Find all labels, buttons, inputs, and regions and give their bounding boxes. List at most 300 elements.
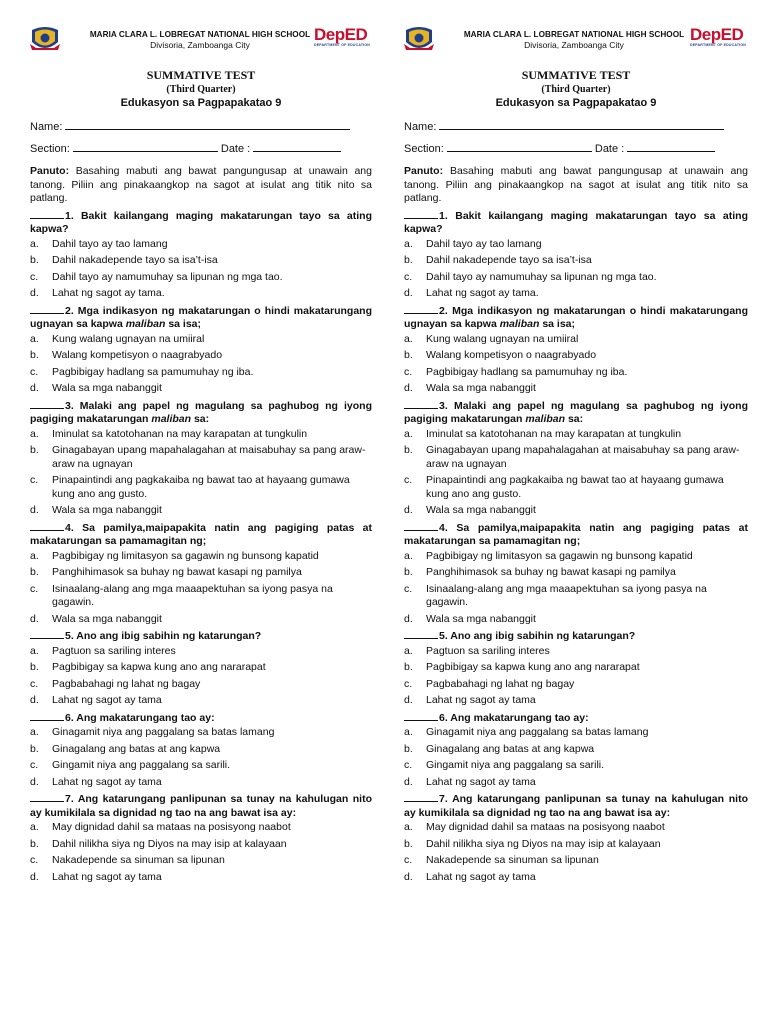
answer-option [404,382,748,396]
question-text: Sa pamilya,maipapakita natin ang pagiging patas at makatarungan sa pamamagitan ng; [30,521,372,547]
answer-blank[interactable] [30,711,64,721]
question-text-emphasis: maliban [125,318,166,330]
option-letter: c. [404,270,413,283]
answer-option [404,254,748,268]
answer-option [404,474,748,501]
option-letter: c. [30,474,39,486]
answer-option [404,821,748,835]
option-text: Pagbibigay sa kapwa kung ano ang nararapat [426,661,640,673]
answer-option [30,726,372,740]
answer-option [404,759,748,773]
test-title: SUMMATIVE TEST [146,68,256,82]
option-letter: a. [404,427,413,440]
answer-option [30,743,372,757]
option-letter: b. [404,444,413,456]
option-list [404,550,748,627]
test-subject: Edukasyon sa Pagpapakatao 9 [120,97,282,109]
option-letter: b. [404,742,413,755]
option-letter: a. [404,821,413,833]
option-letter: c. [30,854,39,866]
option-letter: b. [30,566,39,578]
option-text: Gingamit niya ang paggalang sa sarili. [426,759,605,771]
answer-option [404,504,748,518]
answer-option [30,444,372,471]
option-letter: a. [30,644,39,657]
option-list [404,428,748,518]
question-text-end: sa isa; [165,318,202,330]
test-copy-right [404,20,748,887]
school-header [30,20,372,56]
question-number: 7. [65,793,74,805]
option-letter: c. [30,582,39,595]
question-text-end: sa: [565,413,584,425]
option-text: Lahat ng sagot ay tama [52,775,162,788]
name-field[interactable] [65,119,350,130]
option-text: Dahil tayo ay tao lamang [426,237,542,250]
answer-option [30,838,372,852]
option-text: Dahil nilikha siya ng Diyos na may isip at kalayaan [52,837,287,850]
answer-blank[interactable] [404,629,438,639]
option-letter: d. [404,504,413,516]
option-letter: b. [30,837,39,850]
question-number: 1. [65,209,74,222]
option-text: Gingamit niya ang paggalang sa sarili. [52,759,231,771]
question-text: Ang katarungang panlipunan sa tunay na kahulugan nito ay kumikilala sa dignidad ng tao na ang bawat isa ay: [30,793,372,819]
instructions-label: Panuto: [30,165,70,177]
answer-option [30,566,372,580]
question-number: 5. [65,630,74,642]
option-letter: b. [30,349,39,361]
option-text: Iminulat sa katotohanan na may karapatan at tungkulin [426,427,682,440]
option-text: Pagbibigay ng limitasyon sa gagawin ng bunsong kapatid [426,549,693,562]
section-label: Section: [404,143,444,155]
answer-option [30,238,372,252]
date-field[interactable] [253,141,341,152]
answer-option [30,349,372,363]
instructions [30,165,372,206]
option-text: Lahat ng sagot ay tama [426,870,536,883]
instructions-text: Basahing mabuti ang bawat pangungusap at unawain ang tanong. Piliin ang pinakaangkop na sagot at isulat ang titik nito sa patlang. [404,165,748,204]
answer-option [30,854,372,868]
answer-option [30,678,372,692]
option-text: May dignidad dahil sa mataas na posisyong naabot [426,821,665,833]
option-letter: c. [404,582,413,595]
option-letter: a. [30,427,39,440]
option-letter: c. [404,677,413,690]
option-text: Panghihimasok sa buhay ng bawat kasapi ng pamilya [426,566,676,578]
option-text: Pagbabahagi ng lahat ng bagay [426,677,575,690]
option-letter: a. [404,237,413,250]
option-text: Isinaalang-alang ang mga maaapektuhan sa iyong pasya na gagawin. [426,582,707,608]
option-text: Dahil tayo ay namumuhay sa lipunan ng mga tao. [426,270,657,283]
question-1 [30,209,372,301]
answer-option [404,743,748,757]
option-text: Pagbibigay sa kapwa kung ano ang nararapat [52,661,266,673]
question-stem [404,521,748,549]
answer-option [30,694,372,708]
option-letter: a. [30,726,39,738]
question-6 [404,711,748,790]
option-letter: c. [404,365,413,378]
answer-option [30,776,372,790]
question-text-emphasis: maliban [499,318,540,330]
answer-option [404,271,748,285]
question-text: Malaki ang papel ng magulang sa paghubog ng iyong pagiging makatarungan [404,399,748,425]
answer-blank[interactable] [30,304,64,314]
answer-option [30,821,372,835]
date-label: Date : [220,143,251,155]
question-3 [30,399,372,518]
deped-logo-subtitle: DEPARTMENT OF EDUCATION [690,43,746,47]
answer-option [30,504,372,518]
option-letter: c. [30,677,39,690]
answer-option [30,645,372,659]
option-letter: a. [30,237,39,250]
section-field[interactable] [447,141,592,152]
option-text: Ginagabayan upang mapahalagahan at maisabuhay sa pang araw-araw na ugnayan [426,444,740,470]
answer-blank[interactable] [404,304,438,314]
question-3 [404,399,748,518]
section-date-row [404,141,748,155]
option-list [404,333,748,396]
option-list [30,550,372,627]
option-text: Nakadepende sa sinuman sa lipunan [426,854,599,866]
question-stem [404,399,748,427]
option-text: Nakadepende sa sinuman sa lipunan [52,854,225,866]
test-quarter: (Third Quarter) [541,84,611,95]
question-text: Ang katarungang panlipunan sa tunay na kahulugan nito ay kumikilala sa dignidad ng tao na ang bawat isa ay: [404,793,748,819]
option-text: Wala sa mga nabanggit [52,382,162,394]
option-text: Wala sa mga nabanggit [52,612,162,625]
answer-blank[interactable] [30,521,64,531]
option-list [404,726,748,789]
answer-option [30,871,372,885]
answer-option [404,287,748,301]
option-list [30,726,372,789]
answer-option [30,366,372,380]
question-text: Ano ang ibig sabihin ng katarungan? [73,630,262,642]
option-letter: d. [404,775,413,788]
question-text-emphasis: maliban [151,413,192,425]
option-letter: c. [404,474,413,486]
name-row [404,119,748,133]
option-list [30,333,372,396]
option-list [404,821,748,884]
answer-option [404,566,748,580]
section-label: Section: [30,143,70,155]
option-text: Panghihimasok sa buhay ng bawat kasapi ng pamilya [52,566,302,578]
option-letter: b. [404,254,413,266]
test-title: SUMMATIVE TEST [521,68,631,82]
question-1 [404,209,748,301]
option-text: Pagbibigay hadlang sa pamumuhay ng iba. [426,365,628,378]
question-4 [30,521,372,627]
option-letter: b. [30,742,39,755]
option-letter: c. [30,759,39,771]
answer-blank[interactable] [404,521,438,531]
answer-option [30,613,372,627]
option-letter: b. [30,254,39,266]
question-number: 6. [65,711,74,724]
answer-option [30,333,372,347]
option-letter: d. [404,870,413,883]
question-text: Ang makatarungang tao ay: [447,711,589,724]
option-letter: a. [30,821,39,833]
answer-option [30,550,372,564]
deped-logo [690,26,748,52]
option-letter: d. [30,775,39,788]
answer-option [404,238,748,252]
question-6 [30,711,372,790]
answer-option [404,613,748,627]
question-stem [404,711,748,726]
question-text: Mga indikasyon ng makatarungan o hindi makatarungang ugnayan sa kapwa [30,304,372,330]
question-number: 7. [439,793,448,805]
school-seal-icon [404,26,434,52]
question-number: 2. [439,304,448,317]
test-subject: Edukasyon sa Pagpapakatao 9 [495,97,657,109]
school-info [80,30,320,50]
question-text: Ang makatarungang tao ay: [73,711,215,724]
question-7 [30,792,372,884]
option-letter: d. [404,612,413,625]
option-letter: c. [30,270,39,283]
deped-logo-subtitle: DEPARTMENT OF EDUCATION [314,43,370,47]
option-letter: d. [30,870,39,883]
option-letter: b. [30,661,39,673]
option-text: Kung walang ugnayan na umiiral [426,332,579,345]
option-letter: d. [30,694,39,706]
option-letter: c. [404,854,413,866]
answer-option [30,428,372,442]
option-text: Kung walang ugnayan na umiiral [52,332,205,345]
deped-logo-text: DepED [314,25,368,44]
name-row [30,119,372,133]
answer-option [404,550,748,564]
option-letter: b. [404,566,413,578]
option-list [30,428,372,518]
option-letter: d. [30,504,39,516]
option-text: Pagtuon sa sariling interes [426,644,550,657]
answer-option [30,661,372,675]
instructions-text: Basahing mabuti ang bawat pangungusap at unawain ang tanong. Piliin ang pinakaangkop na sagot at isulat ang titik nito sa patlang. [30,165,372,204]
answer-blank[interactable] [30,399,64,409]
date-field[interactable] [627,141,715,152]
answer-option [404,333,748,347]
option-text: Dahil nakadepende tayo sa isa’t-isa [52,254,218,266]
option-text: Pinapaintindi ang pagkakaiba ng bawat tao at hayaang gumawa kung ano ang gusto. [52,474,350,500]
option-text: Ginagabayan upang mapahalagahan at maisabuhay sa pang araw-araw na ugnayan [52,444,366,470]
question-stem [404,792,748,820]
option-text: Lahat ng sagot ay tama [426,694,536,706]
question-number: 6. [439,711,448,724]
option-letter: a. [404,644,413,657]
option-text: Wala sa mga nabanggit [426,612,536,625]
test-copy-left [30,20,372,887]
option-text: Dahil tayo ay tao lamang [52,237,168,250]
answer-option [404,854,748,868]
question-text: Sa pamilya,maipapakita natin ang pagiging patas at makatarungan sa pamamagitan ng; [404,521,748,547]
answer-option [404,776,748,790]
option-text: Ginagalang ang batas at ang kapwa [52,742,221,755]
answer-option [404,871,748,885]
answer-option [404,366,748,380]
question-stem [404,304,748,332]
question-stem [30,304,372,332]
question-list [30,209,372,885]
section-field[interactable] [73,141,218,152]
school-location: Divisoria, Zamboanga City [150,40,250,50]
answer-option [404,726,748,740]
answer-option [30,254,372,268]
answer-option [30,583,372,610]
question-text: Mga indikasyon ng makatarungan o hindi makatarungang ugnayan sa kapwa [404,304,748,330]
option-letter: b. [30,444,39,456]
answer-blank[interactable] [30,209,64,219]
answer-blank[interactable] [404,792,438,802]
option-letter: b. [404,661,413,673]
question-stem [404,629,748,644]
question-number: 1. [439,209,448,222]
option-letter: d. [404,287,413,299]
answer-option [30,759,372,773]
question-stem [30,521,372,549]
answer-blank[interactable] [30,629,64,639]
question-stem [404,209,748,237]
date-label: Date : [594,143,625,155]
question-stem [30,399,372,427]
option-text: Iminulat sa katotohanan na may karapatan at tungkulin [52,427,308,440]
answer-option [404,428,748,442]
answer-option [30,382,372,396]
option-letter: d. [30,382,39,394]
option-text: Lahat ng sagot ay tama [52,870,162,883]
name-label: Name: [404,121,437,133]
option-letter: d. [404,382,413,394]
question-5 [404,629,748,708]
question-number: 3. [439,399,448,412]
option-text: Dahil nilikha siya ng Diyos na may isip at kalayaan [426,837,661,850]
answer-blank[interactable] [404,711,438,721]
option-text: Pagtuon sa sariling interes [52,644,176,657]
option-letter: d. [30,287,39,299]
answer-option [404,661,748,675]
option-text: Lahat ng sagot ay tama [52,694,162,706]
answer-option [404,444,748,471]
option-text: Isinaalang-alang ang mga maaapektuhan sa iyong pasya na gagawin. [52,582,333,608]
question-4 [404,521,748,627]
answer-option [404,349,748,363]
question-text: Ano ang ibig sabihin ng katarungan? [447,630,636,642]
answer-option [404,694,748,708]
question-2 [30,304,372,396]
option-list [404,645,748,708]
instructions [404,165,748,206]
option-text: Walang kompetisyon o naagrabyado [426,349,597,361]
option-text: Ginagamit niya ang paggalang sa batas lamang [426,726,649,738]
option-list [404,238,748,301]
question-text: Malaki ang papel ng magulang sa paghubog ng iyong pagiging makatarungan [30,399,372,425]
name-label: Name: [30,121,63,133]
option-text: Lahat ng sagot ay tama. [52,287,165,299]
question-5 [30,629,372,708]
deped-logo-text: DepED [690,25,744,44]
option-text: Wala sa mga nabanggit [52,504,162,516]
option-letter: a. [30,549,39,562]
answer-option [404,645,748,659]
question-stem [30,711,372,726]
option-text: Dahil nakadepende tayo sa isa’t-isa [426,254,592,266]
option-text: Lahat ng sagot ay tama. [426,287,539,299]
option-text: Dahil tayo ay namumuhay sa lipunan ng mga tao. [52,270,283,283]
question-number: 5. [439,630,448,642]
option-text: Pagbibigay ng limitasyon sa gagawin ng bunsong kapatid [52,549,319,562]
option-text: Pagbibigay hadlang sa pamumuhay ng iba. [52,365,254,378]
option-text: Walang kompetisyon o naagrabyado [52,349,223,361]
question-stem [30,792,372,820]
question-7 [404,792,748,884]
option-letter: b. [404,837,413,850]
option-letter: c. [30,365,39,378]
school-name: MARIA CLARA L. LOBREGAT NATIONAL HIGH SCHOOL [89,30,311,39]
option-text: Wala sa mga nabanggit [426,382,536,394]
question-2 [404,304,748,396]
answer-option [30,271,372,285]
question-text-end: sa: [191,413,210,425]
test-quarter: (Third Quarter) [166,84,236,95]
option-letter: a. [30,332,39,345]
option-letter: d. [30,612,39,625]
option-letter: c. [404,759,413,771]
option-text: May dignidad dahil sa mataas na posisyong naabot [52,821,291,833]
option-list [30,645,372,708]
option-text: Ginagalang ang batas at ang kapwa [426,742,595,755]
answer-option [404,678,748,692]
answer-option [30,474,372,501]
option-letter: a. [404,549,413,562]
instructions-label: Panuto: [404,165,444,177]
question-number: 3. [65,399,74,412]
question-number: 4. [439,521,448,534]
option-text: Ginagamit niya ang paggalang sa batas lamang [52,726,275,738]
answer-option [404,838,748,852]
question-text-end: sa isa; [539,318,576,330]
question-stem [30,629,372,644]
school-header [404,20,748,56]
option-text: Pinapaintindi ang pagkakaiba ng bawat tao at hayaang gumawa kung ano ang gusto. [426,474,724,500]
school-seal-icon [30,26,60,52]
question-number: 4. [65,521,74,534]
question-number: 2. [65,304,74,317]
answer-blank[interactable] [404,399,438,409]
answer-blank[interactable] [404,209,438,219]
question-text: Bakit kailangang maging makatarungan tayo sa ating kapwa? [404,209,748,235]
section-date-row [30,141,372,155]
answer-blank[interactable] [30,792,64,802]
option-letter: b. [404,349,413,361]
option-text: Lahat ng sagot ay tama [426,775,536,788]
name-field[interactable] [439,119,724,130]
option-letter: d. [404,694,413,706]
deped-logo [314,26,372,52]
option-text: Wala sa mga nabanggit [426,504,536,516]
option-list [30,821,372,884]
school-info [454,30,694,50]
option-list [30,238,372,301]
option-letter: a. [404,726,413,738]
option-text: Pagbabahagi ng lahat ng bagay [52,677,201,690]
question-text-emphasis: maliban [525,413,566,425]
